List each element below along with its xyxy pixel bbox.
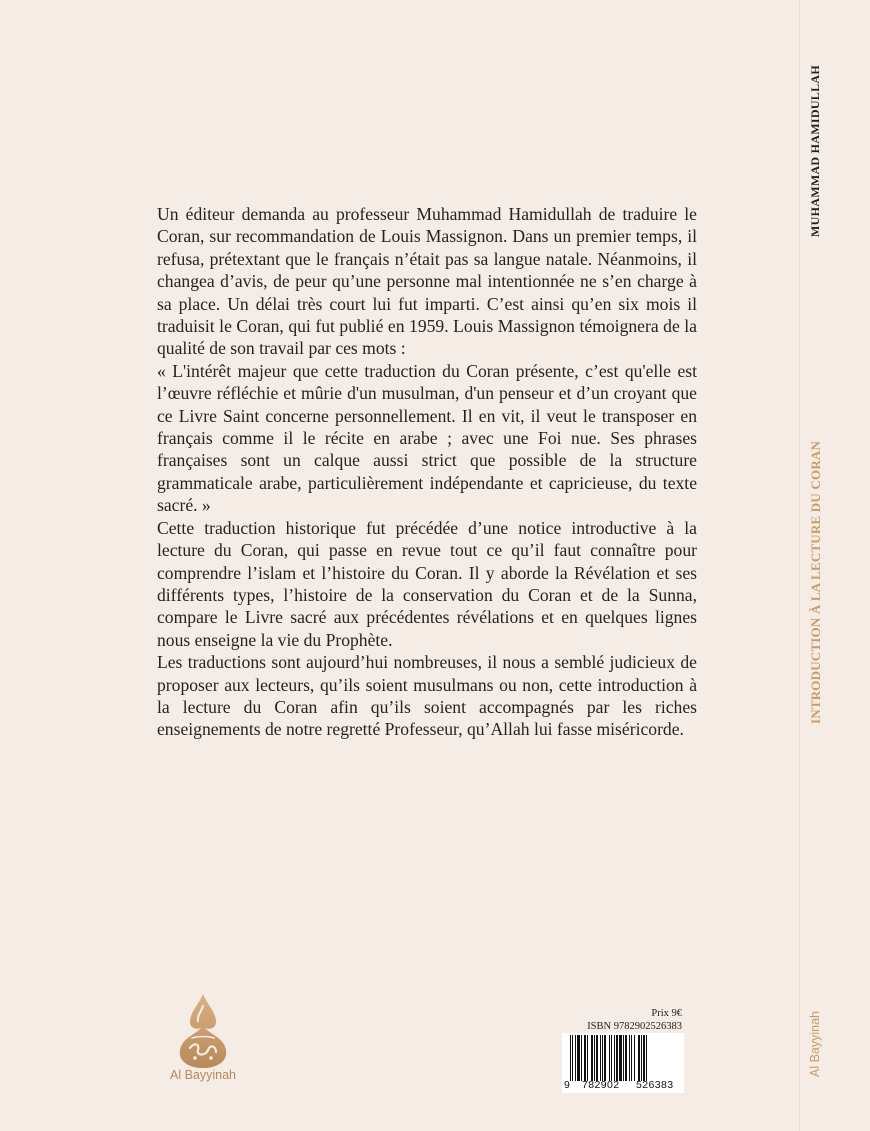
- barcode-bars: [570, 1035, 682, 1081]
- barcode-bar: [641, 1035, 642, 1081]
- barcode-bar: [631, 1035, 632, 1081]
- barcode-bar: [587, 1035, 588, 1081]
- barcode-digits-left: 782902: [582, 1079, 620, 1091]
- publisher-logo-name: Al Bayyinah: [169, 1068, 236, 1082]
- barcode-bar: [575, 1035, 576, 1081]
- barcode-bar: [591, 1035, 593, 1081]
- barcode-bar: [646, 1035, 647, 1081]
- barcode-bar: [629, 1035, 630, 1081]
- barcode-bar: [604, 1035, 606, 1081]
- blurb-quote: « L'intérêt majeur que cette traduction du Coran présente, c’est qu'elle est l’œuvre réfléchie et mûrie d'un musulman, d'un penseur et d’un croyant que ce Livre Saint concerne personnellement. Il en vit, il veut le transposer en français comme il le récite en arabe ; avec une Foi nue. Ses phrases françaises sont un calque aussi strict que possible de la structure grammaticale arabe, particulièrement indépendante et capricieuse, du texte sacré. »: [157, 360, 697, 516]
- blurb-text: [157, 203, 697, 741]
- barcode-digit-first: 9: [564, 1079, 570, 1091]
- barcode-bar: [619, 1035, 622, 1081]
- blurb-paragraph-1: Un éditeur demanda au professeur Muhammad Hamidullah de traduire le Coran, sur recommandation de Louis Massignon. Dans un premier temps, il refusa, prétextant que le français n’était pas sa langue natale. Néanmoins, il changea d’avis, de peur qu’une personne mal intentionnée ne s’en charge à sa place. Un délai très court lui fut imparti. C’est ainsi qu’en six mois il traduisit le Coran, qui fut publié en 1959. Louis Massignon témoignera de la qualité de son travail par ces mots :: [157, 204, 697, 359]
- barcode-bar: [600, 1035, 601, 1081]
- spine-publisher: Al Bayyinah: [808, 1010, 822, 1077]
- barcode-digits: [562, 1079, 684, 1092]
- barcode-bar: [616, 1035, 618, 1081]
- blurb-paragraph-3: Cette traduction historique fut précédée d’une notice introductive à la lecture du Coran, qui passe en revue tout ce qu’il faut connaître pour comprendre l’islam et l’histoire du Coran. Il y aborde la Révélation et ses différents types, l’histoire de la conservation du Coran et de la Sunna, compare le Livre sacré aux précédentes révélations et en quelques lignes nous enseigne la vie du Prophète.: [157, 517, 697, 650]
- barcode-bar: [584, 1035, 586, 1081]
- price-label: Prix 9€: [651, 1008, 682, 1019]
- calligraphy-flame-logo-icon: [168, 992, 238, 1070]
- barcode-bar: [602, 1035, 603, 1081]
- barcode-bar: [596, 1035, 598, 1081]
- isbn-label: ISBN 9782902526383: [587, 1021, 682, 1032]
- barcode-bar: [572, 1035, 573, 1081]
- barcode-bar: [581, 1035, 582, 1081]
- spine-author: MUHAMMAD HAMIDULLAH: [808, 64, 822, 237]
- blurb-paragraph-4: Les traductions sont aujourd’hui nombreuses, il nous a semblé judicieux de proposer aux lecteurs, qu’ils soient musulmans ou non, cette introduction à la lecture du Coran afin qu’ils soient accompagnés par les riches enseignements de notre regretté Professeur, qu’Allah lui fasse miséricorde.: [157, 652, 697, 740]
- barcode-bar: [623, 1035, 624, 1081]
- barcode-bar: [609, 1035, 610, 1081]
- barcode-bar: [570, 1035, 571, 1081]
- barcode-bar: [643, 1035, 645, 1081]
- barcode-bar: [634, 1035, 635, 1081]
- barcode-bar: [594, 1035, 595, 1081]
- spine-divider: [799, 0, 800, 1131]
- barcode-bar: [577, 1035, 580, 1081]
- barcode-bar: [625, 1035, 627, 1081]
- barcode-bar: [614, 1035, 615, 1081]
- barcode-digits-right: 526383: [636, 1079, 674, 1091]
- barcode: [562, 1033, 684, 1093]
- barcode-bar: [638, 1035, 640, 1081]
- barcode-bar: [611, 1035, 612, 1081]
- spine-title: INTRODUCTION À LA LECTURE DU CORAN: [808, 440, 823, 724]
